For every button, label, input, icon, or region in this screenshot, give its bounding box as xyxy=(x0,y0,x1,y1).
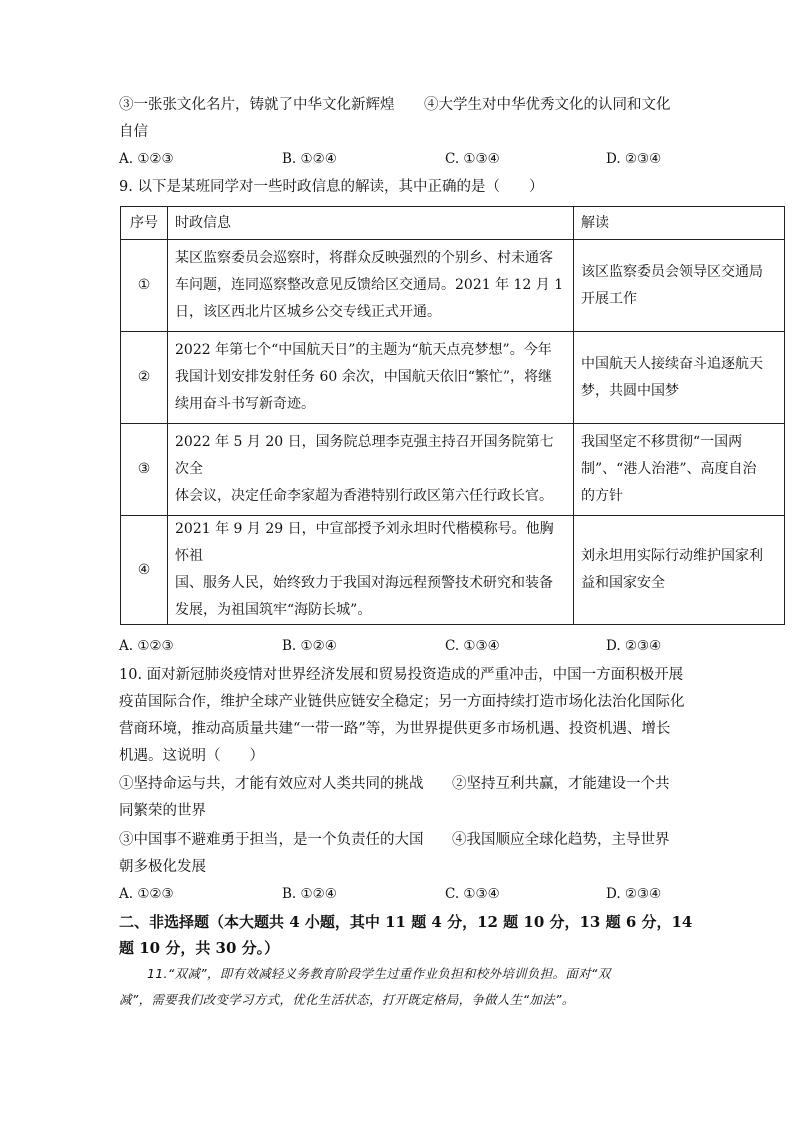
option-b: B. ①②④ xyxy=(282,638,337,654)
section-2-heading: 二、非选择题（本大题共 4 小题，其中 11 题 4 分，12 题 10 分，13 题 6 分，14 xyxy=(119,913,693,931)
row-info xyxy=(168,516,574,625)
prev-item-3: ③一张张文化名片，铸就了中华文化新辉煌 xyxy=(119,97,395,113)
row-interp xyxy=(574,516,785,625)
table-row xyxy=(121,516,785,625)
interp-line: 中国航天人接续奋斗追逐航天 xyxy=(581,355,763,372)
info-line: 日，该区西北片区城乡公交专线正式开通。 xyxy=(175,304,441,320)
table-row xyxy=(121,332,785,424)
q10-stem-line: 10. 面对新冠肺炎疫情对世界经济发展和贸易投资造成的严重冲击，中国一方面积极开展 xyxy=(119,667,684,683)
row-num: ① xyxy=(121,240,168,332)
q10-item-4-cont: 朝多极化发展 xyxy=(119,859,206,875)
info-line: 2022 年 5 月 20 日，国务院总理李克强主持召开国务院第七次全 xyxy=(175,434,554,477)
option-d: D. ②③④ xyxy=(606,886,662,902)
info-line: 体会议，决定任命李家超为香港特别行政区第六任行政长官。 xyxy=(175,488,553,504)
row-info xyxy=(168,332,574,424)
info-line: 某区监察委员会巡察时，将群众反映强烈的个别乡、村未通客 xyxy=(175,250,553,266)
table-row xyxy=(121,240,785,332)
info-line: 我国计划安排发射任务 60 余次，中国航天依旧“繁忙”，将继 xyxy=(175,369,553,385)
q10-item-2-cont: 同繁荣的世界 xyxy=(119,803,206,819)
q11-line: 减”，需要我们改变学习方式，优化生活状态，打开既定格局，争做人生“加法”。 xyxy=(119,992,575,1007)
info-line: 2022 年第七个“中国航天日”的主题为“航天点亮梦想”。今年 xyxy=(175,342,552,358)
q10-item-1: ①坚持命运与共，才能有效应对人类共同的挑战 xyxy=(119,776,424,792)
interp-line: 益和国家安全 xyxy=(581,575,665,591)
option-b: B. ①②④ xyxy=(282,886,337,902)
row-num: ③ xyxy=(121,424,168,516)
option-a: A. ①②③ xyxy=(119,886,174,902)
q10-options xyxy=(119,886,679,906)
interp-line: 开展工作 xyxy=(581,290,637,307)
info-line: 国、服务人民，始终致力于我国对海远程预警技术研究和装备 xyxy=(175,575,553,591)
q11-line: 11.“双减”，即有效减轻义务教育阶段学生过重作业负担和校外培训负担。面对“双 xyxy=(147,966,611,981)
row-num: ④ xyxy=(121,516,168,625)
prev-item-4-cont: 自信 xyxy=(119,124,148,140)
q10-stem-line: 疫苗国际合作，维护全球产业链供应链安全稳定；另一方面持续打造市场化法治化国际化 xyxy=(119,694,685,710)
q10-item-3: ③中国事不避难勇于担当，是一个负责任的大国 xyxy=(119,832,424,848)
row-interp xyxy=(574,332,785,424)
option-d: D. ②③④ xyxy=(606,638,662,654)
row-interp xyxy=(574,424,785,516)
q9-stem: 9. 以下是某班同学对一些时政信息的解读，其中正确的是（ ） xyxy=(119,179,544,195)
interp-line: 该区监察委员会领导区交通局 xyxy=(581,263,763,280)
info-line: 发展，为祖国筑牢“海防长城”。 xyxy=(175,602,372,618)
header-interp: 解读 xyxy=(574,207,785,240)
section-2-heading-cont: 题 10 分，共 30 分。） xyxy=(119,939,280,957)
option-b: B. ①②④ xyxy=(282,151,337,167)
q10-stem-line: 营商环境，推动高质量共建“一带一路”等，为世界提供更多市场机遇、投资机遇、增长 xyxy=(119,721,671,737)
interp-line: 制”、“港人治港”、高度自治 xyxy=(581,461,757,477)
row-info xyxy=(168,424,574,516)
q9-table xyxy=(120,206,785,625)
option-a: A. ①②③ xyxy=(119,638,174,654)
option-c: C. ①③④ xyxy=(445,886,500,902)
option-d: D. ②③④ xyxy=(606,151,662,167)
row-num: ② xyxy=(121,332,168,424)
info-line: 车问题，连同巡察整改意见反馈给区交通局。2021 年 12 月 1 xyxy=(175,277,564,293)
option-c: C. ①③④ xyxy=(445,151,500,167)
option-a: A. ①②③ xyxy=(119,151,174,167)
prev-options xyxy=(119,151,679,171)
row-info xyxy=(168,240,574,332)
interp-line: 梦，共圆中国梦 xyxy=(581,382,679,399)
row-interp xyxy=(574,240,785,332)
prev-item-4: ④大学生对中华优秀文化的认同和文化 xyxy=(424,97,671,113)
q10-item-4: ④我国顺应全球化趋势，主导世界 xyxy=(452,832,670,848)
interp-line: 我国坚定不移贯彻“一国两 xyxy=(581,434,743,450)
q10-stem-line: 机遇。这说明（ ） xyxy=(119,748,264,764)
interp-line: 刘永坦用实际行动维护国家利 xyxy=(581,548,763,564)
header-num: 序号 xyxy=(121,207,168,240)
interp-line: 的方针 xyxy=(581,488,623,504)
table-header-row xyxy=(121,207,785,240)
header-info: 时政信息 xyxy=(168,207,574,240)
info-line: 2021 年 9 月 29 日，中宣部授予刘永坦时代楷模称号。他胸怀祖 xyxy=(175,521,554,564)
q10-item-2: ②坚持互利共赢，才能建设一个共 xyxy=(452,776,670,792)
info-line: 续用奋斗书写新奇迹。 xyxy=(175,396,315,412)
table-row xyxy=(121,424,785,516)
option-c: C. ①③④ xyxy=(445,638,500,654)
q9-options xyxy=(119,638,679,658)
